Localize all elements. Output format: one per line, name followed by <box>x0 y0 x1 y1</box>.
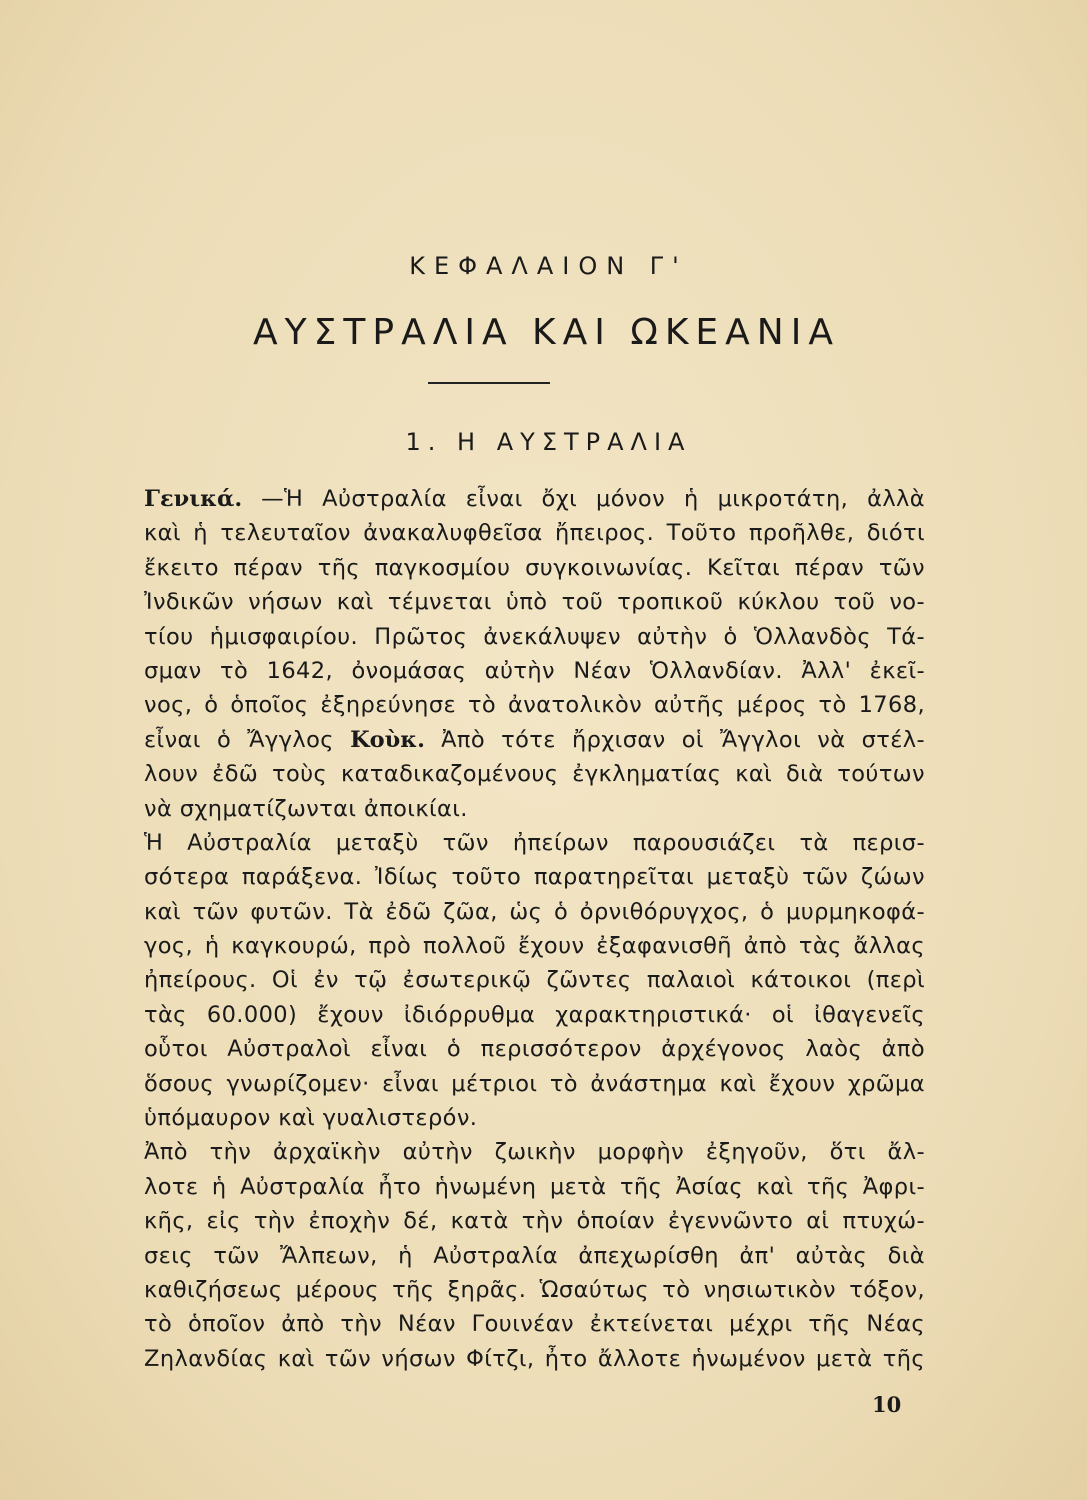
chapter-title: ΑΥΣΤΡΑΛΙΑ ΚΑΙ ΩΚΕΑΝΙΑ <box>253 312 840 353</box>
text-line: σεις τῶν Ἄλπεων, ἡ Αὐστραλία ἀπεχωρίσθη ἀπ' αὐτὰς διὰ <box>144 1242 925 1269</box>
text-line: σμαν τὸ 1642, ὀνομάσας αὐτὴν Νέαν Ὁλλανδίαν. Ἀλλ' ἐκεῖ- <box>144 657 925 684</box>
text-line: τὸ ὁποῖον ἀπὸ τὴν Νέαν Γουινέαν ἐκτείνεται μέχρι τῆς Νέας <box>144 1311 925 1338</box>
paragraph-lead: Γενικά. <box>144 486 243 512</box>
text-line <box>144 482 925 516</box>
text-line: γος, ἡ καγκουρώ, πρὸ πολλοῦ ἔχουν ἐξαφανισθῆ ἀπὸ τὰς ἄλλας <box>144 933 925 960</box>
text-span: εἶναι ὁ Ἄγγλος <box>144 726 351 753</box>
title-divider <box>428 382 550 384</box>
text-line: Ἡ Αὐστραλία μεταξὺ τῶν ἠπείρων παρουσιάζει τὰ περισ- <box>144 829 925 856</box>
text-span: Ἀπὸ τότε ἤρχισαν οἱ Ἄγγλοι νὰ στέλ- <box>424 726 925 753</box>
text-line: Ζηλανδίας καὶ τῶν νήσων Φίτζι, ἦτο ἄλλοτε ἡνωμένον μετὰ τῆς <box>144 1345 925 1372</box>
emphasized-name: Κοὺκ. <box>350 726 425 753</box>
text-line: κῆς, εἰς τὴν ἐποχὴν δέ, κατὰ τὴν ὁποίαν ἐγεννῶντο αἱ πτυχώ- <box>144 1208 925 1235</box>
text-line: Ἰνδικῶν νήσων καὶ τέμνεται ὑπὸ τοῦ τροπικοῦ κύκλου τοῦ νο- <box>144 589 925 616</box>
text-span: —Ἡ Αὐστραλία εἶναι ὄχι μόνον ἡ μικροτάτη, ἀλλὰ <box>261 486 925 512</box>
text-line: ἠπείρους. Οἱ ἐν τῷ ἐσωτερικῷ ζῶντες παλαιοὶ κάτοικοι (περὶ <box>144 967 925 994</box>
text-line: καὶ τῶν φυτῶν. Τὰ ἐδῶ ζῶα, ὡς ὁ ὀρνιθόρυγχος, ὁ μυρμηκοφά- <box>144 898 925 925</box>
page-number: 10 <box>872 1392 902 1417</box>
text-line: ὑπόμαυρον καὶ γυαλιστερόν. <box>144 1105 478 1132</box>
text-line: καὶ ἡ τελευταῖον ἀνακαλυφθεῖσα ἤπειρος. Τοῦτο προῆλθε, διότι <box>144 520 925 547</box>
text-line: Ἀπὸ τὴν ἀρχαϊκὴν αὐτὴν ζωικὴν μορφὴν ἐξηγοῦν, ὅτι ἄλ- <box>144 1139 925 1166</box>
paragraph-fauna <box>144 826 925 1136</box>
text-line: οὗτοι Αὐστραλοὶ εἶναι ὁ περισσότερον ἀρχέγονος λαὸς ἀπὸ <box>144 1036 925 1063</box>
text-line: λουν ἐδῶ τοὺς καταδικαζομένους ἐγκληματίας καὶ διὰ τούτων <box>144 761 925 788</box>
text-line: νὰ σχηματίζωνται ἀποικίαι. <box>144 795 468 822</box>
text-line <box>144 723 925 757</box>
text-line: τὰς 60.000) ἔχουν ἰδιόρρυθμα χαρακτηριστικά· οἱ ἰθαγενεῖς <box>144 1001 925 1028</box>
text-line: ὅσους γνωρίζομεν· εἶναι μέτριοι τὸ ἀνάστημα καὶ ἔχουν χρῶμα <box>144 1070 925 1097</box>
chapter-label: ΚΕΦΑΛΑΙΟΝ Γ' <box>409 252 688 280</box>
text-line: καθιζήσεως μέρους τῆς ξηρᾶς. Ὡσαύτως τὸ νησιωτικὸν τόξον, <box>144 1276 925 1303</box>
text-line: λοτε ἡ Αὐστραλία ἦτο ἡνωμένη μετὰ τῆς Ἀσίας καὶ τῆς Ἀφρι- <box>144 1173 925 1200</box>
paragraph-intro <box>144 482 925 826</box>
paragraph-geology <box>144 1135 925 1376</box>
text-line: τίου ἡμισφαιρίου. Πρῶτος ἀνεκάλυψεν αὐτὴν ὁ Ὁλλανδὸς Τά- <box>144 623 925 650</box>
text-line: ἔκειτο πέραν τῆς παγκοσμίου συγκοινωνίας. Κεῖται πέραν τῶν <box>144 554 925 581</box>
body-text <box>144 482 925 1376</box>
text-line: σότερα παράξενα. Ἰδίως τοῦτο παρατηρεῖται μεταξὺ τῶν ζώων <box>144 864 925 891</box>
text-line: νος, ὁ ὁποῖος ἐξηρεύνησε τὸ ἀνατολικὸν αὐτῆς μέρος τὸ 1768, <box>144 692 925 719</box>
section-heading: 1. Η ΑΥΣΤΡΑΛΙΑ <box>405 428 692 456</box>
